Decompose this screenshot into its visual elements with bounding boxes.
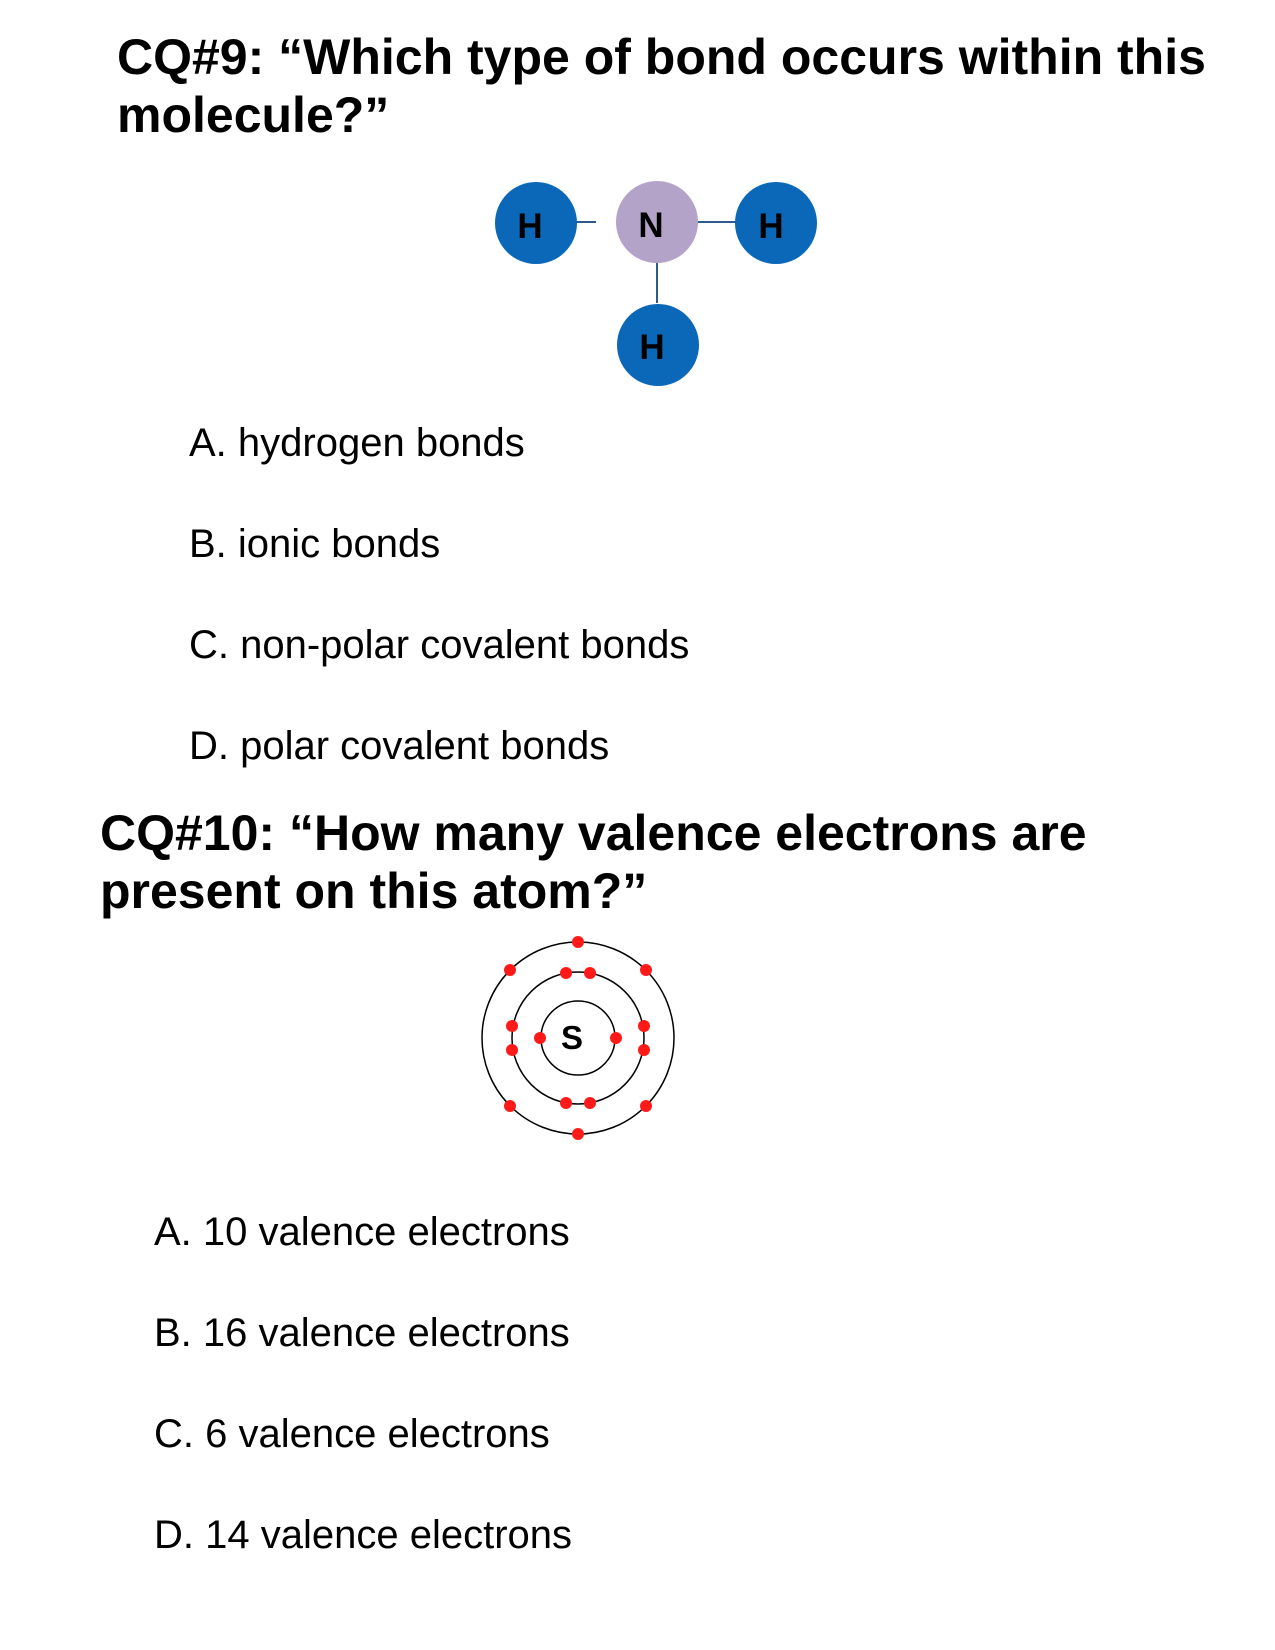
electron-shell2-8 <box>638 1044 650 1056</box>
q9-option-a: A. hydrogen bonds <box>189 421 525 465</box>
electron-shell2-5 <box>506 1020 518 1032</box>
electron-shell3-1 <box>572 936 584 948</box>
electron-shell3-6 <box>640 1100 652 1112</box>
sulfur-bohr-diagram <box>482 936 674 1140</box>
q10-option-a: A. 10 valence electrons <box>154 1210 570 1254</box>
electron-shell1-2 <box>610 1032 622 1044</box>
q10-option-b: B. 16 valence electrons <box>154 1311 570 1355</box>
electron-shell3-2 <box>572 1128 584 1140</box>
atom-h-right <box>735 182 817 264</box>
electron-shell2-6 <box>506 1044 518 1056</box>
atom-s-symbol: S <box>560 1019 584 1056</box>
q10-option-d: D. 14 valence electrons <box>154 1513 573 1557</box>
atom-h-left-label: H <box>517 207 543 246</box>
atom-h-left <box>495 182 577 264</box>
electron-shell2-7 <box>638 1020 650 1032</box>
atom-n-center <box>616 181 698 263</box>
atom-h-right-label: H <box>758 207 784 246</box>
question-9-title: CQ#9: “Which type of bond occurs within this molecule?” <box>117 29 1206 143</box>
question-10-title: CQ#10: “How many valence electrons are present on this atom?” <box>100 805 1087 919</box>
q9-option-c: C. non-polar covalent bonds <box>189 623 690 667</box>
atom-h-bottom-label: H <box>639 328 665 367</box>
electron-shell3-4 <box>640 964 652 976</box>
electron-shell2-2 <box>584 967 596 979</box>
q9-option-d: D. polar covalent bonds <box>189 724 610 768</box>
atom-n-label: N <box>638 206 664 245</box>
q10-option-c: C. 6 valence electrons <box>154 1412 550 1456</box>
electron-shell2-1 <box>560 967 572 979</box>
electron-shell3-5 <box>504 1100 516 1112</box>
electron-shell1-1 <box>534 1032 546 1044</box>
electron-shell2-3 <box>560 1097 572 1109</box>
atom-h-bottom <box>617 304 699 386</box>
q9-option-b: B. ionic bonds <box>189 522 441 566</box>
electron-shell2-4 <box>584 1097 596 1109</box>
electron-shell3-3 <box>504 964 516 976</box>
